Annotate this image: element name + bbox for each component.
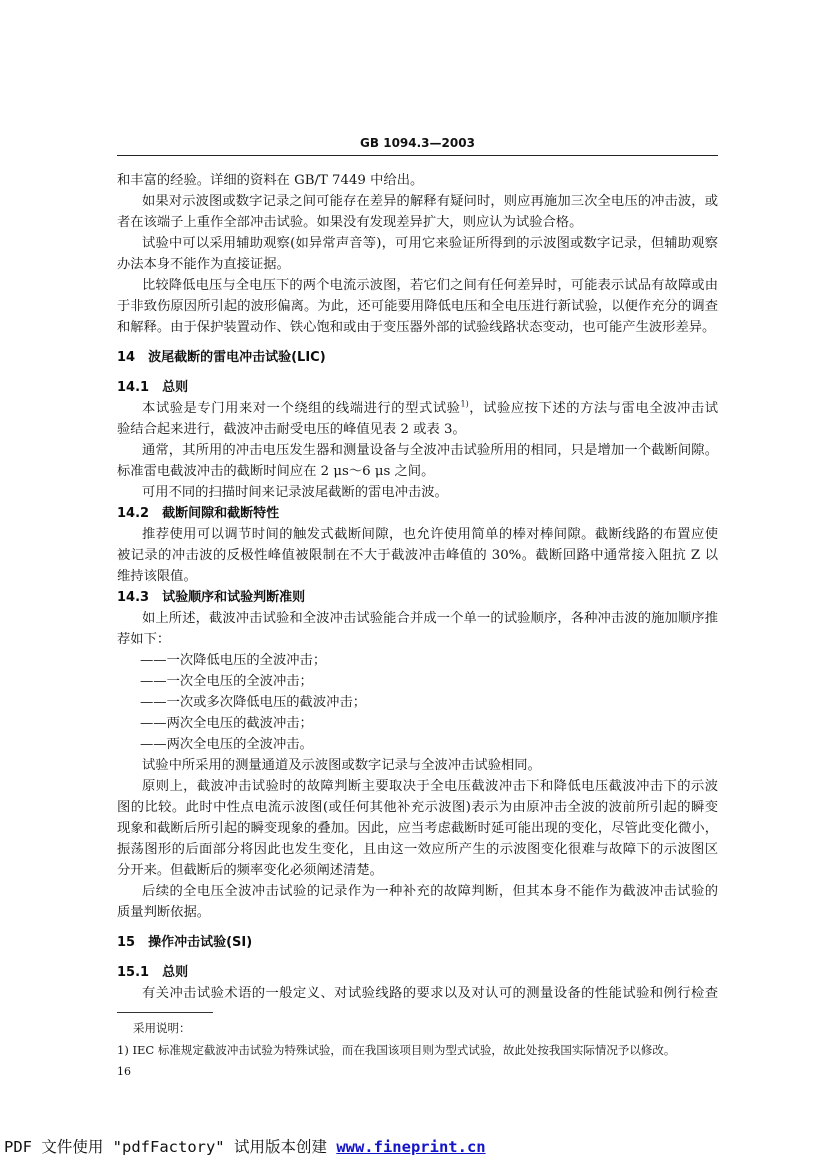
paragraph-line: 如果对示波图或数字记录之间可能存在差异的解释有疑问时，则应再施加三次全电压的冲击波，或 — [142, 194, 718, 209]
paragraph-line: 图的比较。此时中性点电流示波图(或任何其他补充示波图)表示为由原冲击全波的波前所引起的瞬变 — [117, 800, 718, 815]
paragraph-line: 试验中可以采用辅助观察(如异常声音等)，可用它来验证所得到的示波图或数字记录，但辅助观察 — [142, 236, 718, 251]
footnote-rule — [117, 1012, 213, 1013]
list-item: ——一次全电压的全波冲击； — [140, 674, 313, 689]
paragraph — [117, 482, 718, 503]
subsection-heading — [117, 503, 718, 524]
text-segment: ，试验应按下述的方法与雷电全波冲击试 — [468, 401, 718, 416]
section-heading — [117, 932, 718, 953]
heading-number: 14 — [117, 350, 136, 365]
heading-title: 试验顺序和试验判断准则 — [162, 590, 306, 605]
paragraph — [117, 881, 718, 923]
standard-number: GB 1094.3—2003 — [360, 136, 475, 150]
paragraph — [117, 755, 718, 776]
page-number: 16 — [117, 1065, 131, 1078]
paragraph — [117, 275, 718, 338]
heading-title: 总则 — [162, 380, 189, 395]
paragraph-line: 荐如下： — [117, 632, 171, 647]
paragraph-line: 通常，其所用的冲击电压发生器和测量设备与全波冲击试验所用的相同，只是增加一个截断间隙。 — [142, 443, 718, 458]
subsection-heading — [117, 377, 718, 398]
list-item: ——两次全电压的截波冲击； — [140, 716, 313, 731]
paragraph-line: 和丰富的经验。详细的资料在 GB/T 7449 中给出。 — [117, 173, 424, 188]
body-text — [117, 170, 718, 1004]
paragraph — [117, 608, 718, 650]
paragraph-line: 被记录的冲击波的反极性峰值被限制在不大于截波冲击峰值的 30%。截断回路中通常接入阻抗 Z 以 — [117, 548, 718, 563]
paragraph-line: 可用不同的扫描时间来记录波尾截断的雷电冲击波。 — [142, 485, 448, 500]
fineprint-link[interactable]: www.fineprint.cn — [336, 1138, 486, 1156]
heading-title: 波尾截断的雷电冲击试验(LIC) — [148, 350, 326, 365]
heading-number: 15.1 — [117, 965, 150, 980]
paragraph-line: 办法本身不能作为直接证据。 — [117, 257, 290, 272]
footnote-note: 1) IEC 标准规定截波冲击试验为特殊试验，而在我国该项目则为型式试验，故此处按我国实际情况予以修改。 — [117, 1043, 676, 1057]
paragraph-line: 如上所述，截波冲击试验和全波冲击试验能合并成一个单一的试验顺序，各种冲击波的施加顺序推 — [142, 611, 718, 626]
paragraph-line: 现象和截断后所引起的瞬变现象的叠加。因此，应当考虑截断时延可能出现的变化，尽管此变化微小， — [117, 821, 718, 836]
pdf-watermark — [4, 1137, 486, 1157]
heading-number: 14.2 — [117, 506, 150, 521]
paragraph — [117, 233, 718, 275]
page-header — [117, 134, 718, 152]
paragraph-line: 推荐使用可以调节时间的触发式截断间隙，也允许使用简单的棒对棒间隙。截断线路的布置应使 — [142, 527, 718, 542]
paragraph-line: 振荡图形的后面部分将因此也发生变化，且由这一效应所产生的示波图变化很难与故障下的示波图区 — [117, 842, 718, 857]
paragraph-line: 有关冲击试验术语的一般定义、对试验线路的要求以及对认可的测量设备的性能试验和例行检查 — [142, 986, 718, 1001]
paragraph-line: 质量判断依据。 — [117, 905, 211, 920]
paragraph — [117, 440, 718, 482]
paragraph-line: 原则上，截波冲击试验时的故障判断主要取决于全电压截波冲击下和降低电压截波冲击下的示波 — [142, 779, 718, 794]
heading-number: 14.1 — [117, 380, 150, 395]
heading-title: 总则 — [162, 965, 189, 980]
header-rule — [117, 155, 718, 156]
subsection-heading — [117, 587, 718, 608]
paragraph-line — [117, 398, 718, 419]
heading-title: 截断间隙和截断特性 — [162, 506, 280, 521]
heading-title: 操作冲击试验(SI) — [148, 935, 253, 950]
section-heading — [117, 347, 718, 368]
paragraph — [117, 983, 718, 1004]
paragraph-line: 者在该端子上重作全部冲击试验。如果没有发现差异扩大，则应认为试验合格。 — [117, 215, 583, 230]
list-item: ——两次全电压的全波冲击。 — [140, 737, 313, 752]
paragraph-line: 比较降低电压与全电压下的两个电流示波图，若它们之间有任何差异时，可能表示试品有故障或由 — [142, 278, 718, 293]
paragraph-line: 验结合起来进行，截波冲击耐受电压的峰值见表 2 或表 3。 — [117, 422, 466, 437]
paragraph — [117, 170, 718, 191]
paragraph-line: 试验中所采用的测量通道及示波图或数字记录与全波冲击试验相同。 — [142, 758, 541, 773]
paragraph — [117, 398, 718, 440]
watermark-text: PDF 文件使用 "pdfFactory" 试用版本创建 — [4, 1138, 337, 1156]
paragraph-line: 后续的全电压全波冲击试验的记录作为一种补充的故障判断，但其本身不能作为截波冲击试验的 — [142, 884, 718, 899]
paragraph-line: 标准雷电截波冲击的截断时间应在 2 μs～6 μs 之间。 — [117, 464, 435, 479]
dash-list — [117, 650, 718, 755]
paragraph-line: 维持该限值。 — [117, 569, 197, 584]
heading-number: 15 — [117, 935, 136, 950]
footnote-label: 采用说明： — [133, 1021, 191, 1035]
paragraph — [117, 524, 718, 587]
text-segment: 本试验是专门用来对一个绕组的线端进行的型式试验 — [142, 401, 461, 416]
footnote-reference: 1) — [460, 399, 469, 409]
list-item: ——一次或多次降低电压的截波冲击； — [140, 695, 367, 710]
paragraph-line: 分开来。但截断后的频率变化必须阐述清楚。 — [117, 863, 383, 878]
paragraph — [117, 776, 718, 881]
subsection-heading — [117, 962, 718, 983]
paragraph-line: 于非致伤原因所引起的波形偏离。为此，还可能要用降低电压和全电压进行新试验，以便作充分的调查 — [117, 299, 718, 314]
paragraph — [117, 191, 718, 233]
paragraph-line: 和解释。由于保护装置动作、铁心饱和或由于变压器外部的试验线路状态变动，也可能产生波形差异。 — [117, 320, 716, 335]
list-item: ——一次降低电压的全波冲击； — [140, 653, 327, 668]
heading-number: 14.3 — [117, 590, 150, 605]
